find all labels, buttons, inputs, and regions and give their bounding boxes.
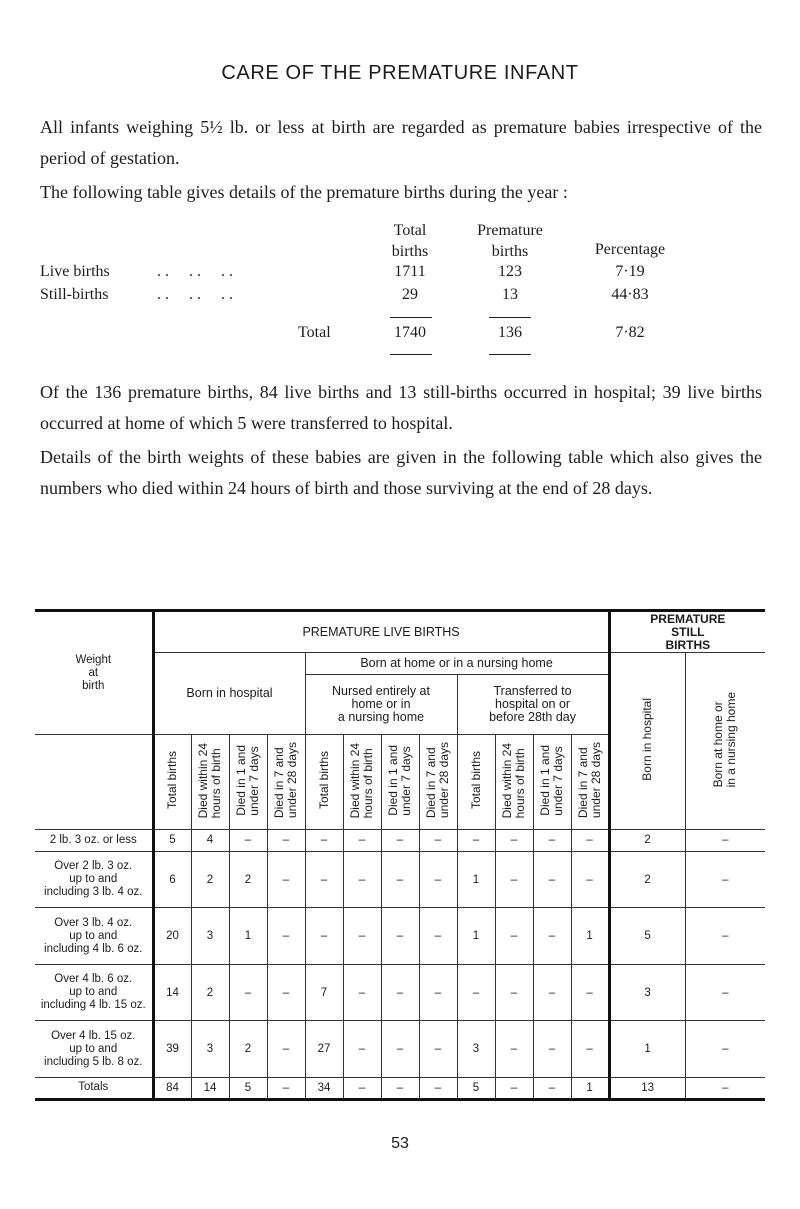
col-total-births [305, 735, 343, 830]
value-cell: – [343, 1077, 381, 1099]
page-title: CARE OF THE PREMATURE INFANT [221, 62, 579, 84]
value-cell: 2 [191, 851, 229, 908]
value-cell: – [685, 908, 765, 965]
value-cell: – [305, 830, 343, 852]
value-cell: 3 [191, 908, 229, 965]
value-cell: 20 [153, 908, 191, 965]
page-number: 53 [391, 1135, 409, 1152]
table-row [35, 830, 765, 852]
col-died-7-28 [571, 735, 609, 830]
value-cell: – [419, 830, 457, 852]
value-cell: 5 [153, 830, 191, 852]
value-cell: 39 [153, 1021, 191, 1078]
still-born-hospital-label: Born in hospital [640, 698, 655, 781]
value-cell: – [267, 908, 305, 965]
value-cell: – [305, 851, 343, 908]
summary-label-still: Still-births [40, 286, 109, 303]
summary-header-total: Total births [391, 222, 429, 260]
value-cell: 5 [609, 908, 685, 965]
value-cell: 2 [229, 1021, 267, 1078]
summary-total-percentage: 7·82 [615, 324, 645, 341]
value-cell: – [571, 964, 609, 1021]
value-cell: 13 [609, 1077, 685, 1099]
value-cell: – [457, 830, 495, 852]
value-cell: – [419, 908, 457, 965]
value-cell: – [495, 830, 533, 852]
value-cell: – [685, 1077, 765, 1099]
value-cell: – [533, 964, 571, 1021]
value-cell: – [267, 1077, 305, 1099]
value-cell: 2 [229, 851, 267, 908]
value-cell: – [533, 1077, 571, 1099]
live-births-header: PREMATURE LIVE BIRTHS [153, 611, 609, 653]
value-cell: – [457, 964, 495, 1021]
value-cell: 3 [457, 1021, 495, 1078]
value-cell: – [685, 830, 765, 852]
col-label: Died in 7 and under 28 days [575, 742, 603, 819]
summary-rule [489, 354, 531, 355]
birth-weight-table [35, 609, 765, 1101]
value-cell: – [495, 964, 533, 1021]
table-row [35, 1021, 765, 1078]
value-cell: – [343, 830, 381, 852]
value-cell: – [267, 851, 305, 908]
value-cell: – [533, 830, 571, 852]
weight-header-spacer [35, 735, 153, 830]
value-cell: – [571, 830, 609, 852]
table-row [35, 851, 765, 908]
value-cell: 1 [571, 1077, 609, 1099]
value-cell: 1 [229, 908, 267, 965]
summary-still-premature: 13 [502, 286, 518, 303]
value-cell: 1 [609, 1021, 685, 1078]
value-cell: – [381, 964, 419, 1021]
col-label: Died in 1 and under 7 days [234, 745, 261, 816]
summary-still-total: 29 [402, 286, 418, 303]
col-died-24h [495, 735, 533, 830]
value-cell: – [533, 908, 571, 965]
summary-leader-dots: . . . . . . [157, 286, 233, 303]
value-cell: 34 [305, 1077, 343, 1099]
summary-leader-dots: . . . . . . [157, 263, 233, 280]
value-cell: – [571, 1021, 609, 1078]
col-label: Died within 24 hours of birth [500, 742, 527, 819]
value-cell: – [381, 851, 419, 908]
summary-intro-paragraph: The following table gives details of the premature births during the year : [40, 182, 568, 202]
value-cell: – [381, 1021, 419, 1078]
nursed-at-home-header: Nursed entirely at home or in a nursing home [305, 675, 457, 735]
value-cell: – [343, 851, 381, 908]
value-cell: 6 [153, 851, 191, 908]
summary-live-percentage: 7·19 [615, 263, 645, 280]
col-label: Died within 24 hours of birth [348, 742, 375, 819]
value-cell: – [533, 851, 571, 908]
col-died-1-7 [533, 735, 571, 830]
value-cell: – [685, 851, 765, 908]
summary-rule [390, 354, 432, 355]
value-cell: – [267, 830, 305, 852]
value-cell: – [343, 1021, 381, 1078]
still-born-hospital-header [609, 653, 685, 830]
value-cell: – [571, 851, 609, 908]
value-cell: – [495, 1077, 533, 1099]
summary-rule [489, 317, 531, 318]
weight-cell: 2 lb. 3 oz. or less [35, 830, 153, 852]
weight-cell: Over 3 lb. 4 oz. up to and including 4 lb. 6 oz. [35, 908, 153, 965]
value-cell: – [381, 908, 419, 965]
weight-cell: Over 4 lb. 6 oz. up to and including 4 lb. 15 oz. [35, 964, 153, 1021]
born-at-home-header: Born at home or in a nursing home [305, 653, 609, 675]
col-label: Died in 1 and under 7 days [538, 745, 565, 816]
col-label: Total births [468, 751, 483, 810]
value-cell: 5 [229, 1077, 267, 1099]
weight-cell: Totals [35, 1077, 153, 1099]
value-cell: 1 [457, 851, 495, 908]
table-row [35, 908, 765, 965]
value-cell: – [533, 1021, 571, 1078]
born-in-hospital-header: Born in hospital [153, 653, 305, 735]
summary-live-total: 1711 [394, 263, 426, 280]
weight-cell: Over 4 lb. 15 oz. up to and including 5 lb. 8 oz. [35, 1021, 153, 1078]
weight-header: Weight at birth [35, 611, 153, 735]
value-cell: – [685, 1021, 765, 1078]
summary-rule [390, 317, 432, 318]
col-total-births [153, 735, 191, 830]
value-cell: – [419, 1077, 457, 1099]
col-label: Died within 24 hours of birth [196, 742, 223, 819]
weight-cell: Over 2 lb. 3 oz. up to and including 3 lb. 4 oz. [35, 851, 153, 908]
value-cell: – [419, 1021, 457, 1078]
col-label: Died in 1 and under 7 days [386, 745, 413, 816]
summary-still-percentage: 44·83 [611, 286, 649, 303]
summary-header-percentage: Percentage [594, 241, 666, 258]
value-cell: – [495, 908, 533, 965]
value-cell: – [305, 908, 343, 965]
value-cell: – [229, 830, 267, 852]
table-row [35, 964, 765, 1021]
value-cell: 14 [153, 964, 191, 1021]
totals-row [35, 1077, 765, 1099]
value-cell: 3 [191, 1021, 229, 1078]
col-total-births [457, 735, 495, 830]
value-cell: 7 [305, 964, 343, 1021]
still-born-home-header [685, 653, 765, 830]
value-cell: 2 [191, 964, 229, 1021]
location-paragraph: Of the 136 premature births, 84 live births and 13 still-births occurred in hospital; 39 live births occurred at home of which 5 were transferred to hospital. [40, 382, 762, 433]
value-cell: 2 [609, 830, 685, 852]
col-label: Total births [165, 751, 179, 810]
value-cell: 1 [571, 908, 609, 965]
summary-label-total: Total [298, 324, 331, 341]
col-died-24h [191, 735, 229, 830]
value-cell: – [343, 908, 381, 965]
col-label: Total births [316, 751, 331, 810]
value-cell: – [381, 1077, 419, 1099]
col-label: Died in 7 and under 28 days [424, 742, 451, 819]
value-cell: – [419, 851, 457, 908]
col-died-24h [343, 735, 381, 830]
value-cell: – [267, 964, 305, 1021]
transferred-header: Transferred to hospital on or before 28th day [457, 675, 609, 735]
value-cell: 5 [457, 1077, 495, 1099]
value-cell: 14 [191, 1077, 229, 1099]
value-cell: – [419, 964, 457, 1021]
table-body [35, 830, 765, 1100]
summary-label-live: Live births [40, 263, 110, 280]
col-died-7-28 [267, 735, 305, 830]
col-label: Died in 7 and under 28 days [272, 742, 299, 819]
value-cell: – [495, 851, 533, 908]
value-cell: 1 [457, 908, 495, 965]
weights-paragraph: Details of the birth weights of these babies are given in the following table which also gives the numbers who died within 24 hours of birth and those surviving at the end of 28 days. [40, 447, 762, 498]
summary-total-total: 1740 [394, 324, 426, 341]
value-cell: – [381, 830, 419, 852]
col-died-1-7 [229, 735, 267, 830]
value-cell: – [267, 1021, 305, 1078]
value-cell: 27 [305, 1021, 343, 1078]
value-cell: 3 [609, 964, 685, 1021]
summary-header-premature: Premature births [477, 222, 543, 260]
value-cell: – [343, 964, 381, 1021]
still-births-header: PREMATURE STILL BIRTHS [609, 611, 765, 653]
value-cell: – [495, 1021, 533, 1078]
summary-table [40, 220, 680, 360]
value-cell: – [229, 964, 267, 1021]
still-born-home-label: Born at home or in a nursing home [711, 691, 739, 788]
col-died-7-28 [419, 735, 457, 830]
value-cell: – [685, 964, 765, 1021]
value-cell: 4 [191, 830, 229, 852]
value-cell: 84 [153, 1077, 191, 1099]
summary-total-premature: 136 [498, 324, 522, 341]
col-died-1-7 [381, 735, 419, 830]
value-cell: 2 [609, 851, 685, 908]
summary-live-premature: 123 [498, 263, 522, 280]
intro-paragraph: All infants weighing 5½ lb. or less at birth are regarded as premature babies irrespective of the period of gestation. [40, 117, 762, 168]
